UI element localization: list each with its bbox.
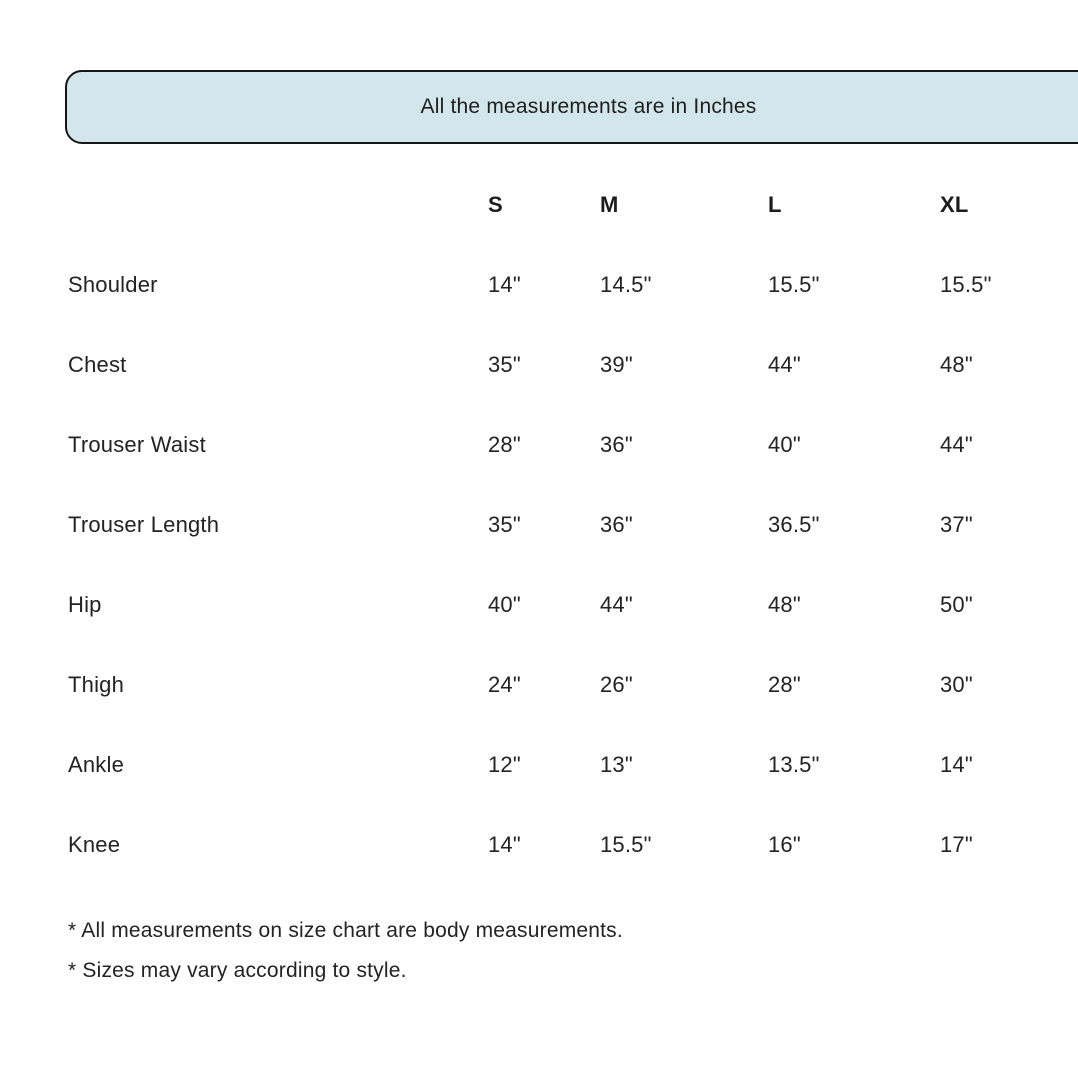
row-label-trouser-length: Trouser Length xyxy=(68,512,220,537)
cell-trouser-length-m: 36" xyxy=(600,512,633,537)
cell-shoulder-s: 14" xyxy=(488,272,521,297)
cell-shoulder-m: 14.5" xyxy=(600,272,652,297)
footnotes xyxy=(68,911,623,991)
measurements-unit-banner xyxy=(65,70,1078,144)
cell-thigh-m: 26" xyxy=(600,672,633,697)
cell-shoulder-xl: 15.5" xyxy=(940,272,992,297)
cell-trouser-waist-s: 28" xyxy=(488,432,521,457)
cell-shoulder-l: 15.5" xyxy=(768,272,820,297)
cell-ankle-l: 13.5" xyxy=(768,752,820,777)
cell-thigh-xl: 30" xyxy=(940,672,973,697)
cell-thigh-l: 28" xyxy=(768,672,801,697)
cell-chest-m: 39" xyxy=(600,352,633,377)
column-header-s: S xyxy=(488,192,503,217)
footnote-sizes-vary: * Sizes may vary according to style. xyxy=(68,959,407,982)
cell-ankle-xl: 14" xyxy=(940,752,973,777)
cell-chest-xl: 48" xyxy=(940,352,973,377)
cell-hip-xl: 50" xyxy=(940,592,973,617)
column-header-m: M xyxy=(600,192,619,217)
cell-trouser-waist-xl: 44" xyxy=(940,432,973,457)
cell-knee-s: 14" xyxy=(488,832,521,857)
cell-hip-s: 40" xyxy=(488,592,521,617)
cell-knee-xl: 17" xyxy=(940,832,973,857)
cell-trouser-length-xl: 37" xyxy=(940,512,973,537)
cell-thigh-s: 24" xyxy=(488,672,521,697)
cell-ankle-m: 13" xyxy=(600,752,633,777)
row-label-shoulder: Shoulder xyxy=(68,272,158,297)
cell-hip-m: 44" xyxy=(600,592,633,617)
cell-chest-s: 35" xyxy=(488,352,521,377)
banner-text: All the measurements are in Inches xyxy=(420,95,757,118)
corner-cell xyxy=(68,165,488,245)
row-label-trouser-waist: Trouser Waist xyxy=(68,432,206,457)
cell-trouser-length-l: 36.5" xyxy=(768,512,820,537)
row-label-chest: Chest xyxy=(68,352,127,377)
cell-hip-l: 48" xyxy=(768,592,801,617)
column-header-l: L xyxy=(768,192,782,217)
row-label-knee: Knee xyxy=(68,832,121,857)
cell-chest-l: 44" xyxy=(768,352,801,377)
cell-knee-l: 16" xyxy=(768,832,801,857)
row-label-thigh: Thigh xyxy=(68,672,125,697)
cell-knee-m: 15.5" xyxy=(600,832,652,857)
cell-ankle-s: 12" xyxy=(488,752,521,777)
row-label-ankle: Ankle xyxy=(68,752,125,777)
row-label-hip: Hip xyxy=(68,592,102,617)
cell-trouser-waist-m: 36" xyxy=(600,432,633,457)
cell-trouser-length-s: 35" xyxy=(488,512,521,537)
footnote-body-measurements: * All measurements on size chart are body measurements. xyxy=(68,919,623,942)
size-chart-table xyxy=(68,165,1078,885)
column-header-xl: XL xyxy=(940,192,969,217)
cell-trouser-waist-l: 40" xyxy=(768,432,801,457)
